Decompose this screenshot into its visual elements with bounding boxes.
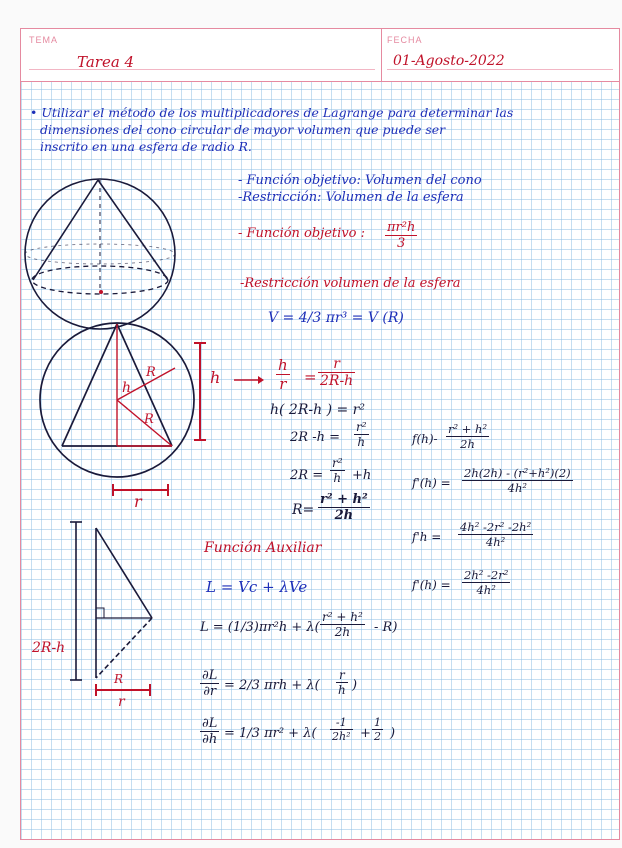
tri-hyp-bottom bbox=[96, 618, 152, 678]
dl-dh-f1-num: -1 bbox=[330, 716, 353, 730]
dl-dh-rhs: = 1/3 πr² + λ( bbox=[224, 726, 317, 741]
dl-dr-close: ) bbox=[352, 678, 358, 693]
fp2-lhs: f'h = bbox=[412, 530, 442, 544]
step-1: h( 2R-h ) = r² bbox=[270, 402, 365, 418]
ratio-lhs-num: h bbox=[278, 356, 288, 374]
fo-formula-den: 3 bbox=[397, 236, 406, 251]
cross-section-diagram bbox=[40, 323, 264, 496]
label-h-inner: h bbox=[122, 380, 132, 396]
dl-dh-f2-den: 2 bbox=[374, 730, 381, 743]
problem-line-1: • Utilizar el método de los multiplicadores de Lagrange para determinar las bbox=[30, 105, 514, 120]
dl-dr-inner-den: h bbox=[338, 683, 346, 697]
dl-dh-f2-num: 1 bbox=[374, 716, 381, 729]
dl-dh-f1 bbox=[330, 716, 353, 743]
f-frac bbox=[446, 422, 489, 451]
label-R-2: R bbox=[144, 412, 154, 427]
problem-line-2: dimensiones del cono circular de mayor volumen que puede ser bbox=[40, 122, 446, 137]
auxiliar-eq1: L = Vc + λVe bbox=[206, 578, 308, 596]
f-num: r² + h² bbox=[448, 422, 488, 436]
label-R-bottom: R bbox=[114, 672, 124, 686]
fo-volumen-label: - Función objetivo: Volumen del cono bbox=[238, 173, 482, 188]
ratio-rhs-den: 2R-h bbox=[320, 373, 354, 389]
restriccion-volumen-label: -Restricción volumen de la esfera bbox=[240, 276, 461, 291]
fecha-label: FECHA bbox=[387, 35, 423, 45]
auxiliar-eq2-frac bbox=[320, 610, 365, 639]
f-lhs: f(h)- bbox=[412, 432, 438, 446]
fo-formula-label: - Función objetivo : bbox=[238, 226, 365, 241]
label-R-1: R bbox=[146, 365, 156, 380]
fp2-frac bbox=[458, 520, 533, 549]
step-4-num: r² + h² bbox=[320, 492, 368, 507]
fp3-num: 2h² -2r² bbox=[464, 568, 509, 582]
ratio-equals: = bbox=[304, 368, 317, 386]
dl-dh-plus: + bbox=[360, 726, 371, 741]
step-4-frac bbox=[318, 492, 370, 523]
sphere-diagram bbox=[25, 179, 175, 329]
dl-dr-inner-frac bbox=[336, 668, 348, 697]
sphere-center-dot bbox=[99, 290, 103, 294]
cone-left-edge bbox=[33, 180, 98, 280]
step-3-tail: +h bbox=[352, 468, 372, 483]
ratio-lhs bbox=[276, 356, 290, 393]
tri-right-angle bbox=[96, 608, 104, 618]
dl-dr-num: ∂L bbox=[202, 668, 218, 683]
fp1-den: 4h² bbox=[507, 481, 527, 495]
cone-right-edge bbox=[98, 180, 168, 280]
step-4-lhs: R= bbox=[292, 502, 315, 518]
step-4-den: 2h bbox=[334, 508, 354, 523]
dl-dh-close: ) bbox=[390, 726, 396, 741]
fp1-frac bbox=[462, 466, 573, 495]
step-2-lhs: 2R -h = bbox=[290, 430, 340, 445]
dl-dh-f2 bbox=[372, 716, 383, 743]
arrow-head bbox=[258, 376, 264, 384]
step-3-frac bbox=[330, 456, 345, 485]
fo-formula-num: πr²h bbox=[387, 220, 416, 235]
f-den: 2h bbox=[460, 437, 475, 451]
label-r: r bbox=[134, 492, 142, 511]
tema-label: TEMA bbox=[29, 35, 59, 45]
step-3-num: r² bbox=[332, 456, 343, 470]
fp2-den: 4h² bbox=[485, 535, 506, 549]
step-3-den: h bbox=[333, 471, 342, 485]
label-h-side: h bbox=[210, 368, 221, 387]
problem-line-3: inscrito en una esfera de radio R. bbox=[40, 139, 252, 154]
fp2-num: 4h² -2r² -2h² bbox=[460, 520, 532, 534]
auxiliar-eq2-lhs: L = (1/3)πr²h + λ( bbox=[200, 620, 320, 635]
auxiliar-eq2-tail: - R) bbox=[374, 620, 398, 635]
step-2-den: h bbox=[357, 435, 366, 449]
dl-dh-num: ∂L bbox=[202, 716, 218, 731]
auxiliar-eq2-den: 2h bbox=[334, 625, 351, 639]
fp3-den: 4h² bbox=[476, 583, 496, 597]
label-r-bottom: r bbox=[118, 694, 125, 710]
step-3-lhs: 2R = bbox=[290, 468, 324, 483]
step-2-frac bbox=[354, 420, 369, 449]
restriccion-esfera-label: -Restricción: Volumen de la esfera bbox=[238, 190, 464, 205]
dl-dr-rhs: = 2/3 πrh + λ( bbox=[224, 678, 320, 693]
right-triangle-diagram bbox=[70, 522, 152, 696]
ratio-lhs-den: r bbox=[279, 375, 287, 393]
dl-dh-f1-den: 2h² bbox=[332, 730, 351, 743]
ratio-rhs bbox=[318, 356, 355, 389]
dl-dr-inner-num: r bbox=[336, 668, 348, 683]
auxiliar-eq2-num: r² + h² bbox=[322, 610, 363, 624]
cross-triangle-left bbox=[62, 324, 117, 446]
dl-dr-den: ∂r bbox=[203, 684, 217, 699]
dl-dh-frac bbox=[200, 716, 219, 747]
auxiliar-title: Función Auxiliar bbox=[204, 540, 322, 556]
ratio-rhs-num: r bbox=[318, 356, 355, 373]
fp1-lhs: f'(h) = bbox=[412, 476, 451, 490]
fp1-num: 2h(2h) - (r²+h²)(2) bbox=[464, 466, 571, 480]
fecha-value: 01-Agosto-2022 bbox=[393, 53, 505, 69]
dl-dr-frac bbox=[200, 668, 219, 699]
restriccion-formula: V = 4/3 πr³ = V (R) bbox=[268, 310, 404, 326]
step-2-num: r² bbox=[356, 420, 367, 434]
tema-value: Tarea 4 bbox=[77, 53, 135, 71]
tri-hyp-top bbox=[96, 528, 152, 618]
fp3-lhs: f'(h) = bbox=[412, 578, 451, 592]
label-2Rh: 2R-h bbox=[32, 640, 66, 656]
dl-dh-den: ∂h bbox=[202, 732, 218, 747]
fp3-frac bbox=[462, 568, 510, 597]
